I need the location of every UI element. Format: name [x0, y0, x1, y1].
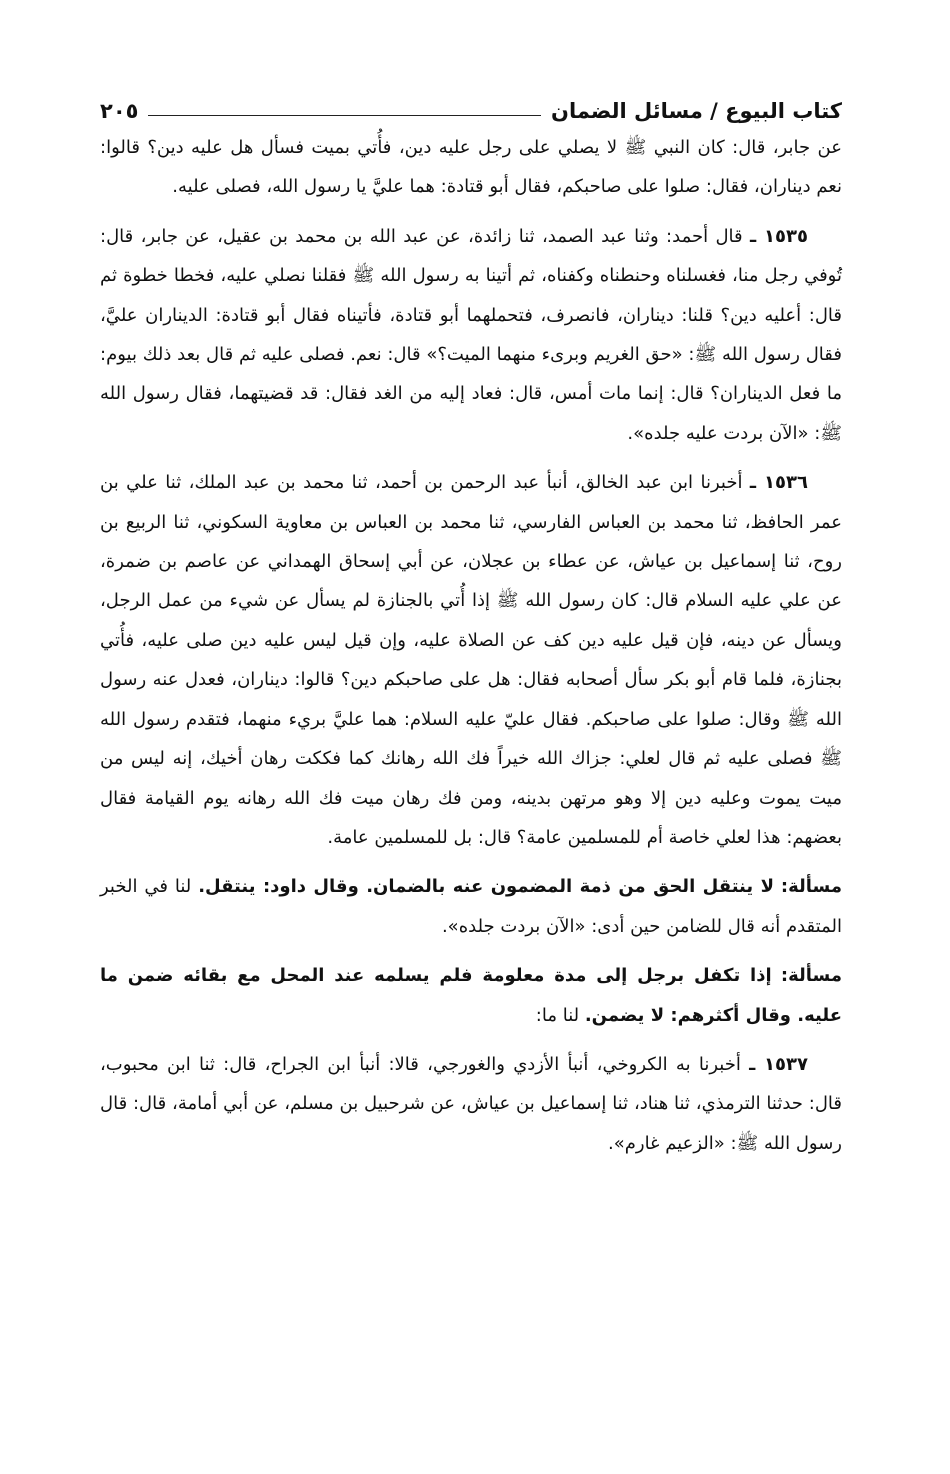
- issue-transfer-of-right: [100, 867, 842, 946]
- body-text: [100, 128, 842, 1163]
- hadith-text: قال أحمد: وثنا عبد الصمد، ثنا زائدة، عن عبد الله بن محمد بن عقيل، عن جابر، قال: تُوفي رجل منا، فغسلناه وحنطناه وكفناه، ثم أتينا به رسول الله ﷺ فقلنا نصلي عليه، فخطا خطوة ثم قال: أعليه دين؟ قلنا: ديناران، فانصرف، فتحملهما أبو قتادة، فأتيناه فقال أبو قتادة: الديناران عليَّ، فقال رسول الله ﷺ: «حق الغريم وبرىء منهما الميت؟» قال: نعم. فصلى عليه ثم قال بعد ذلك بيوم: ما فعل الديناران؟ قال: إنما مات أمس، قال: فعاد إليه من الغد فقال: قد قضيتهما، فقال رسول الله ﷺ: «الآن بردت عليه جلده».: [100, 225, 842, 444]
- issue-evidence: لنا ما:: [535, 1004, 580, 1026]
- issue-evidence: لنا في الخبر المتقدم أنه قال للضامن حين أدى: «الآن بردت جلده».: [100, 876, 842, 937]
- issue-statement: إذا تكفل برجل إلى مدة معلومة فلم يسلمه عند المحل مع بقائه ضمن ما عليه. وقال أكثرهم: لا يضمن.: [100, 965, 842, 1026]
- running-title: كتاب البيوع / مسائل الضمان: [551, 99, 842, 123]
- hadith-number: ١٥٣٥ ـ: [749, 225, 808, 247]
- hadith-number: ١٥٣٧ ـ: [749, 1053, 808, 1075]
- document-page: [100, 88, 842, 1173]
- issue-surety-period: [100, 956, 842, 1035]
- page-number: ٢٠٥: [100, 99, 139, 123]
- issue-label: مسألة:: [780, 876, 842, 898]
- issue-label: مسألة:: [780, 965, 842, 987]
- hadith-1536: [100, 463, 842, 857]
- header-rule: [148, 115, 541, 116]
- hadith-text: أخبرنا به الكروخي، أنبأ الأزدي والغورجي، قالا: أنبأ ابن الجراح، قال: ثنا ابن محبوب، قال: حدثنا الترمذي، ثنا هناد، ثنا إسماعيل بن عياش، عن شرحبيل بن مسلم، عن أبي أمامة، قال: قال رسول الله ﷺ: «الزعيم غارم».: [100, 1053, 842, 1154]
- hadith-number: ١٥٣٦ ـ: [749, 472, 808, 494]
- hadith-text: أخبرنا ابن عبد الخالق، أنبأ عبد الرحمن بن أحمد، ثنا محمد بن عبد الملك، ثنا علي بن عمر الحافظ، ثنا محمد بن العباس الفارسي، ثنا محمد بن العباس بن معاوية السكوني، ثنا الربيع بن روح، ثنا إسماعيل بن عياش، عن عطاء بن عجلان، عن أبي إسحاق الهمداني عن عاصم بن ضمرة، عن علي عليه السلام قال: كان رسول الله ﷺ إذا أُتي بالجنازة لم يسأل عن شيء من عمل الرجل، ويسأل عن دينه، فإن قيل عليه دين كف عن الصلاة عليه، وإن قيل ليس عليه دين صلى عليه، فأُتي بجنازة، فلما قام أبو بكر سأل أصحابه فقال: هل على صاحبكم دين؟ قالوا: ديناران، فعدل عنه رسول الله ﷺ وقال: صلوا على صاحبكم. فقال عليّ عليه السلام: هما عليَّ بريء منهما، فتقدم رسول الله ﷺ فصلى عليه ثم قال لعلي: جزاك الله خيراً فك الله رهانك كما فككت رهان أخيك، إنه ليس من ميت يموت وعليه دين إلا وهو مرتهن بدينه، ومن فك رهان ميت فك الله رهانه يوم القيامة فقال بعضهم: هذا لعلي خاصة أم للمسلمين عامة؟ قال: بل للمسلمين عامة.: [100, 472, 842, 848]
- issue-statement: لا ينتقل الحق من ذمة المضمون عنه بالضمان. وقال داود: ينتقل.: [198, 876, 774, 898]
- hadith-1535: [100, 217, 842, 453]
- running-header: [100, 88, 842, 122]
- paragraph-text: عن جابر، قال: كان النبي ﷺ لا يصلي على رجل عليه دين، فأُتي بميت فسأل هل عليه دين؟ قالوا: نعم ديناران، فقال: صلوا على صاحبكم، فقال أبو قتادة: هما عليَّ يا رسول الله، فصلى عليه.: [100, 137, 842, 198]
- hadith-1537: [100, 1045, 842, 1163]
- paragraph-continuation: [100, 128, 842, 207]
